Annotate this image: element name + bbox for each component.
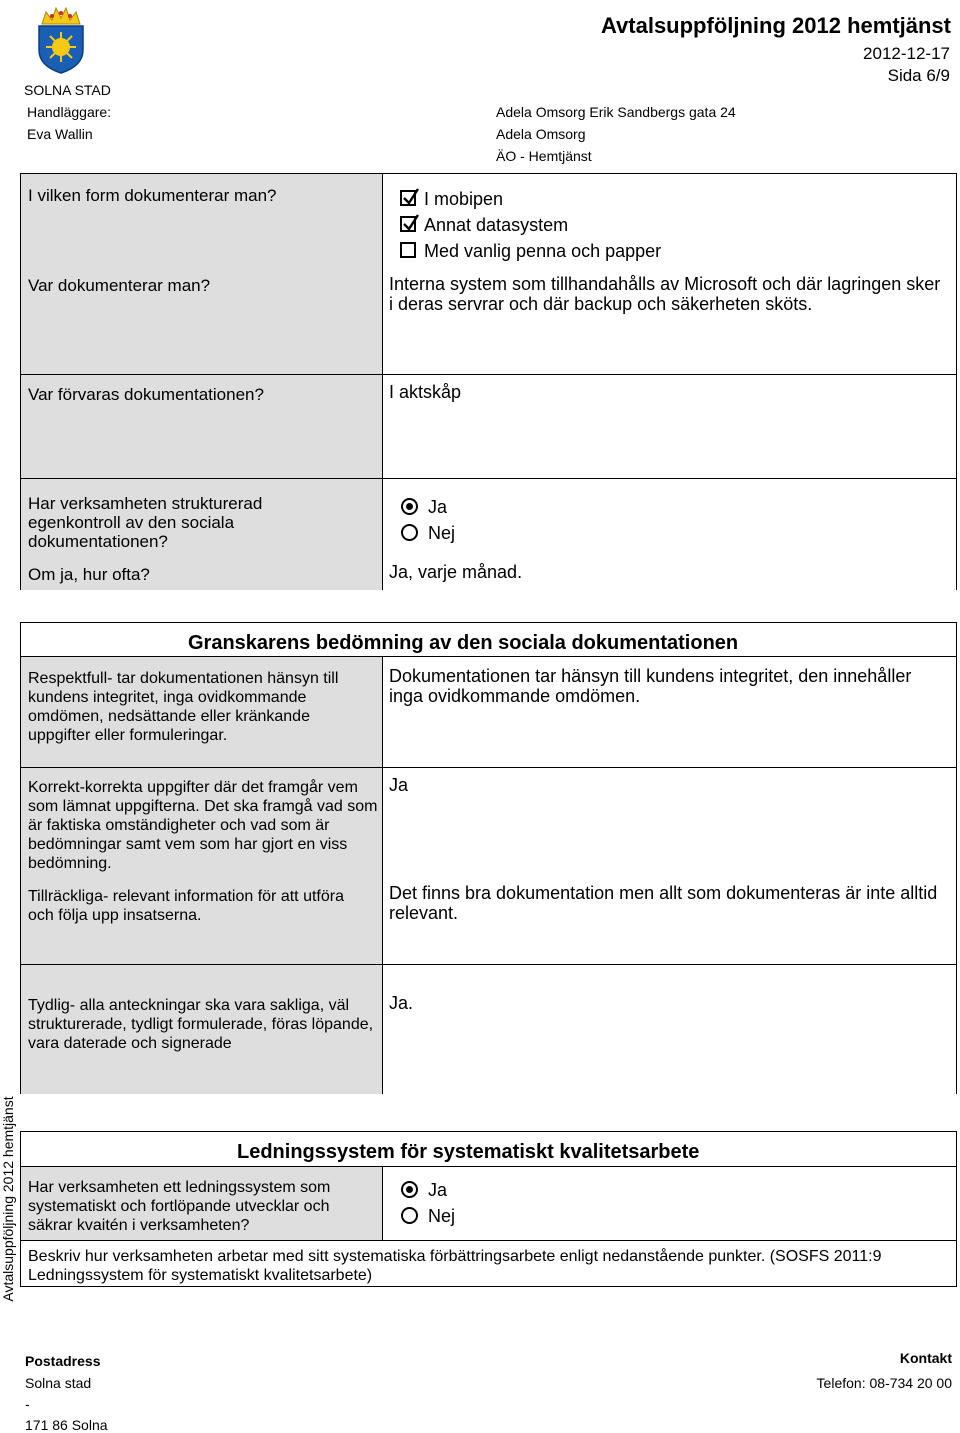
section-title-reviewer: Granskarens bedömning av den sociala dokumentationen (188, 632, 739, 654)
footer-postadress-line3: 171 86 Solna (25, 1417, 108, 1433)
answer-documentation-location: Interna system som tillhandahålls av Microsoft och där lagringen sker i deras servrar och där backup och säkerheten sköts. (389, 274, 941, 314)
section-title-management: Ledningssystem för systematiskt kvalitetsarbete (237, 1141, 700, 1163)
footer-kontakt-label: Kontakt (899, 1350, 952, 1366)
checkbox-label: Annat datasystem (424, 215, 569, 235)
checkbox-unchecked-icon (400, 242, 416, 258)
answer-sufficient: Det finns bra dokumentation men allt som dokumenteras är inte alltid relevant. (389, 883, 938, 923)
answer-respectful: Dokumentationen tar hänsyn till kundens integritet, den innehåller inga ovidkommande omdömen. (389, 666, 912, 706)
radio-nej[interactable] (401, 1203, 455, 1229)
handlaggare-label: Handläggare: (27, 104, 112, 120)
radio-nej[interactable] (401, 520, 455, 546)
question-self-control: Har verksamheten strukturerad egenkontroll av den sociala dokumentationen? (28, 494, 263, 551)
provider-name: Adela Omsorg (496, 126, 586, 142)
radio-selected-icon (401, 498, 418, 515)
answer-correct: Ja (389, 775, 409, 795)
checkbox-label: I mobipen (424, 189, 504, 209)
radio-ja[interactable] (401, 1177, 455, 1203)
footer-telefon: Telefon: 08-734 20 00 (816, 1375, 952, 1391)
criterion-sufficient: Tillräckliga- relevant information för att utföra och följa upp insatserna. (28, 888, 344, 924)
provider-address: Adela Omsorg Erik Sandbergs gata 24 (496, 104, 736, 120)
radio-label: Ja (428, 1180, 448, 1200)
criterion-correct: Korrekt-korrekta uppgifter där det framgår vem som lämnat uppgifterna. Det ska framgå vad som är faktiska omständigheter och vad som är bedömningar samt vem som har gjort en viss bedömning. (28, 779, 378, 872)
footer-postadress-label: Postadress (25, 1353, 101, 1369)
checkbox-checked-icon (400, 190, 416, 206)
checkbox-label: Med vanlig penna och papper (424, 241, 662, 261)
answer-frequency: Ja, varje månad. (389, 562, 523, 582)
question-documentation-location: Var dokumenterar man? (28, 276, 211, 295)
documentation-form-checkboxes (400, 186, 661, 264)
radio-selected-icon (401, 1181, 418, 1198)
answer-clear: Ja. (389, 993, 414, 1013)
radio-label: Nej (428, 523, 456, 543)
logo (36, 4, 86, 74)
checkbox-mobipen[interactable] (400, 186, 661, 212)
coat-of-arms-icon (36, 4, 86, 74)
org-name: SOLNA STAD (24, 82, 111, 98)
side-document-title: Avtalsuppföljning 2012 hemtjänst (0, 1096, 16, 1302)
checkbox-penna-papper[interactable] (400, 238, 661, 264)
footer-postadress-line2: - (25, 1396, 30, 1412)
question-storage: Var förvaras dokumentationen? (28, 385, 264, 404)
radio-label: Ja (428, 497, 448, 517)
provider-unit: ÄO - Hemtjänst (496, 148, 592, 164)
checkbox-annat-datasystem[interactable] (400, 212, 661, 238)
question-management-system: Har verksamheten ett ledningssystem som systematiskt och fortlöpande utvecklar och säkrar kvaitén i verksamheten? (28, 1179, 331, 1234)
document-title: Avtalsuppföljning 2012 hemtjänst (600, 13, 951, 38)
checkbox-checked-icon (400, 216, 416, 232)
handlaggare-name: Eva Wallin (27, 126, 93, 142)
radio-unselected-icon (401, 1207, 418, 1224)
footer-postadress-line1: Solna stad (25, 1375, 92, 1391)
radio-ja[interactable] (401, 494, 455, 520)
radio-unselected-icon (401, 524, 418, 541)
criterion-clear: Tydlig- alla anteckningar ska vara sakliga, väl strukturerade, tydligt formulerade, föras löpande, vara daterade och signerade (28, 997, 374, 1052)
question-documentation-form: I vilken form dokumenterar man? (28, 186, 277, 205)
page-number: Sida 6/9 (887, 66, 950, 85)
answer-storage: I aktskåp (389, 382, 462, 402)
management-description: Beskriv hur verksamheten arbetar med sitt systematiska förbättringsarbete enligt nedanstående punkter. (SOSFS 2011:9 Ledningssystem för systematiskt kvalitetsarbete) (28, 1248, 882, 1284)
criterion-respectful: Respektfull- tar dokumentationen hänsyn till kundens integritet, inga ovidkommande omdömen, nedsättande eller kränkande uppgifter eller formuleringar. (28, 670, 339, 744)
self-control-radio-group (401, 494, 455, 546)
document-date: 2012-12-17 (863, 44, 950, 63)
management-radio-group (401, 1177, 455, 1229)
question-frequency: Om ja, hur ofta? (28, 565, 150, 584)
radio-label: Nej (428, 1206, 456, 1226)
